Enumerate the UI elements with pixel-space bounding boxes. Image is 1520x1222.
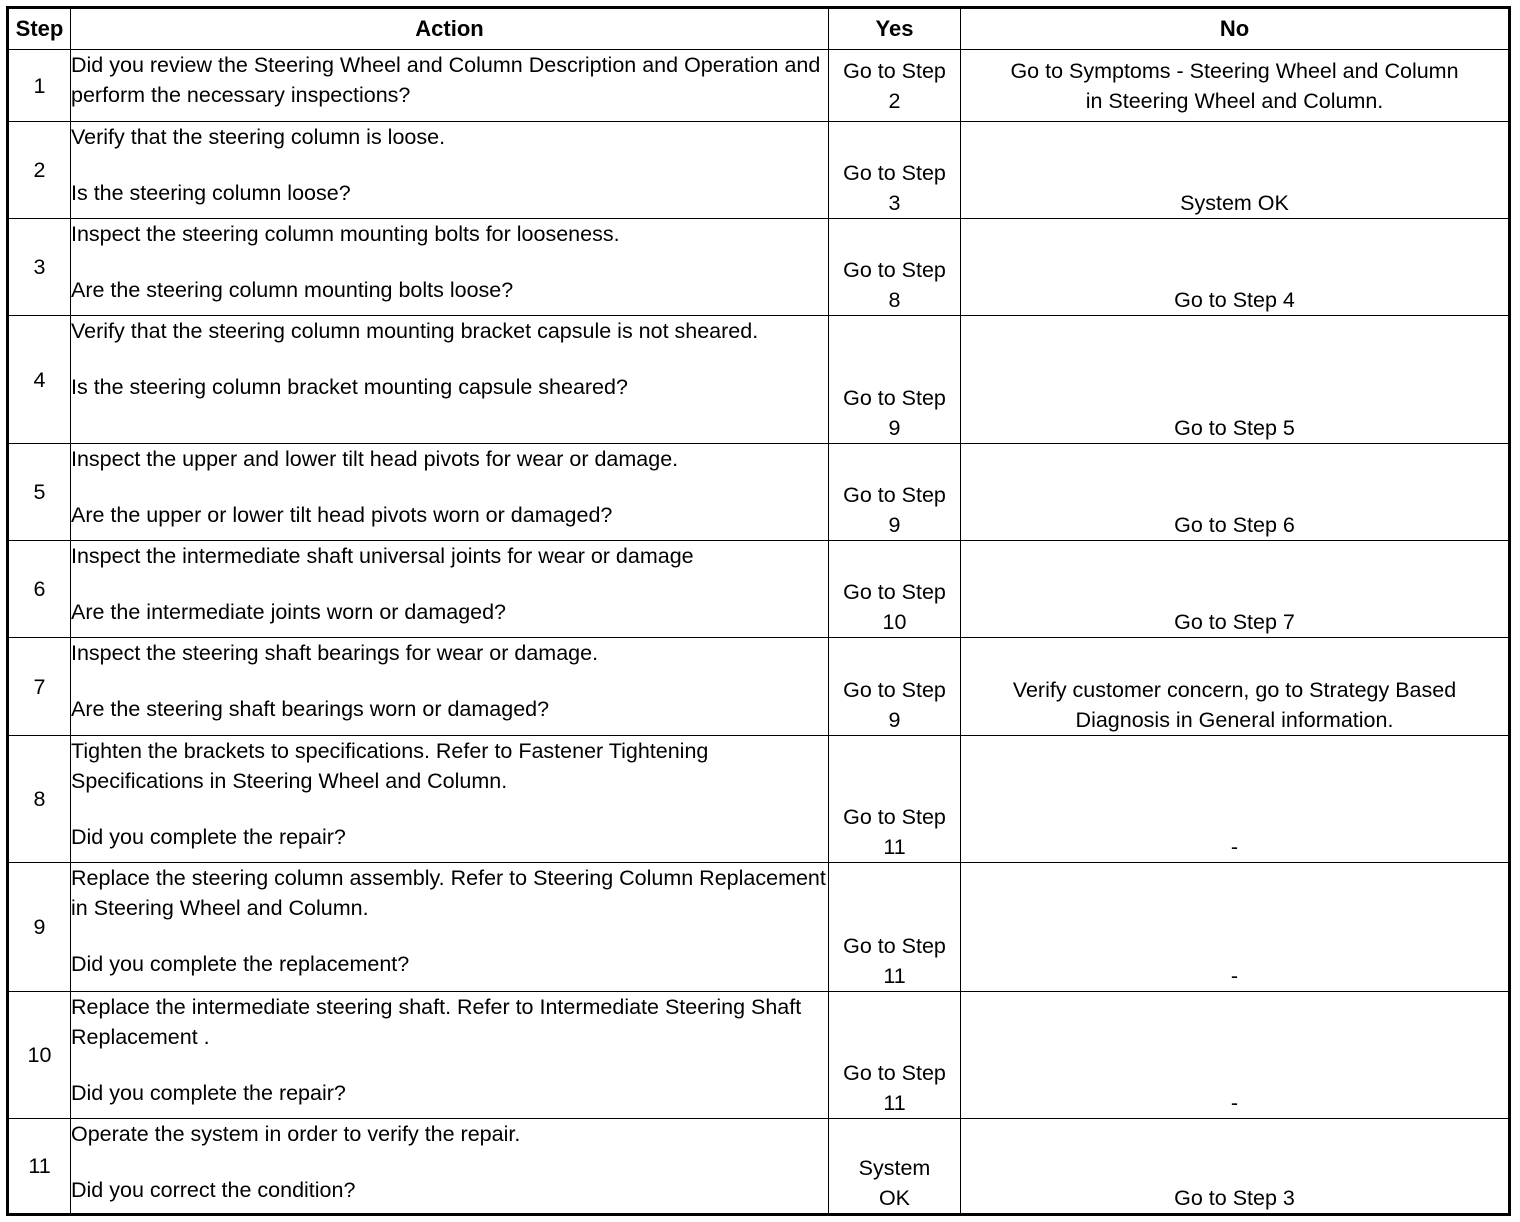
- yes-text: 9: [888, 708, 901, 733]
- table-body: [8, 50, 1510, 1215]
- table-row: [8, 1118, 1510, 1214]
- table-row: [8, 736, 1510, 863]
- yes-cell: [829, 122, 961, 219]
- yes-text: Go to Step: [843, 1060, 946, 1085]
- no-text: Go to Step 3: [1174, 1186, 1295, 1210]
- no-text: in Steering Wheel and Column.: [1085, 88, 1384, 113]
- yes-text: Go to Step: [843, 58, 946, 83]
- no-cell: [961, 991, 1510, 1118]
- step-number: 3: [8, 219, 71, 316]
- action-cell: [71, 991, 829, 1118]
- action-instruction: Replace the intermediate steering shaft. Refer to Intermediate Steering Shaft Replacement .: [71, 994, 802, 1049]
- no-text: Go to Step 4: [1174, 288, 1295, 313]
- yes-cell: [829, 443, 961, 540]
- yes-text: 10: [882, 609, 907, 634]
- action-cell: [71, 1118, 829, 1214]
- table-row: [8, 316, 1510, 443]
- yes-text: Go to Step: [843, 385, 946, 410]
- no-text: Go to Step 5: [1174, 415, 1295, 440]
- diagnostic-table: [6, 6, 1511, 1216]
- action-instruction: Inspect the steering shaft bearings for wear or damage.: [71, 640, 599, 665]
- yes-text: System: [858, 1156, 931, 1180]
- table-row: [8, 991, 1510, 1118]
- action-cell: [71, 863, 829, 991]
- action-question: Are the steering column mounting bolts loose?: [71, 278, 514, 303]
- step-number: 10: [8, 991, 71, 1118]
- yes-text: Go to Step: [843, 579, 946, 604]
- yes-cell: [829, 316, 961, 443]
- header-action: Action: [71, 8, 829, 50]
- yes-cell: [829, 991, 961, 1118]
- yes-cell: [829, 637, 961, 735]
- action-instruction: Replace the steering column assembly. Refer to Steering Column Replacement in Steering Wheel and Column.: [71, 866, 826, 921]
- action-instruction: Inspect the steering column mounting bolts for looseness.: [71, 222, 620, 247]
- step-number: 6: [8, 540, 71, 637]
- paragraph-gap: [71, 249, 828, 275]
- yes-text: 9: [888, 415, 901, 440]
- yes-text: 8: [888, 288, 901, 313]
- no-cell: [961, 219, 1510, 316]
- step-number: 9: [8, 863, 71, 991]
- action-instruction: Inspect the intermediate shaft universal joints for wear or damage: [71, 543, 694, 568]
- step-number: 7: [8, 637, 71, 735]
- yes-text: Go to Step: [843, 482, 946, 507]
- yes-cell: [829, 1118, 961, 1214]
- no-cell: [961, 637, 1510, 735]
- yes-text: 11: [883, 835, 906, 860]
- paragraph-gap: [71, 796, 828, 822]
- yes-cell: [829, 736, 961, 863]
- action-question: Are the upper or lower tilt head pivots worn or damaged?: [71, 502, 613, 527]
- yes-text: Go to Step: [843, 161, 946, 186]
- yes-text: Go to Step: [843, 933, 946, 958]
- action-question: Are the intermediate joints worn or damaged?: [71, 599, 507, 624]
- no-text: Verify customer concern, go to Strategy Based: [1012, 678, 1457, 703]
- action-question: Did you complete the replacement?: [71, 952, 410, 977]
- table-row: [8, 637, 1510, 735]
- yes-text: Go to Step: [843, 258, 946, 283]
- paragraph-gap: [71, 668, 828, 694]
- action-cell: [71, 122, 829, 219]
- step-number: 8: [8, 736, 71, 863]
- paragraph-gap: [71, 152, 828, 178]
- no-text: Go to Step 6: [1174, 512, 1295, 537]
- no-cell: [961, 443, 1510, 540]
- table-row: [8, 540, 1510, 637]
- paragraph-gap: [71, 474, 828, 500]
- paragraph-gap: [71, 1052, 828, 1078]
- step-number: 2: [8, 122, 71, 219]
- action-cell: [71, 736, 829, 863]
- action-instruction: Verify that the steering column is loose.: [71, 125, 446, 150]
- action-cell: [71, 540, 829, 637]
- yes-text: Go to Step: [843, 678, 946, 703]
- no-cell: [961, 122, 1510, 219]
- no-text: -: [1230, 835, 1239, 860]
- no-text: Go to Symptoms - Steering Wheel and Column: [1010, 58, 1459, 83]
- paragraph-gap: [71, 571, 828, 597]
- yes-cell: [829, 219, 961, 316]
- table-row: [8, 122, 1510, 219]
- paragraph-gap: [71, 1149, 828, 1175]
- table-row: [8, 443, 1510, 540]
- action-cell: [71, 637, 829, 735]
- paragraph-gap: [71, 346, 828, 372]
- no-cell: [961, 540, 1510, 637]
- action-question: Did you complete the repair?: [71, 1080, 346, 1105]
- no-cell: [961, 736, 1510, 863]
- table-row: [8, 219, 1510, 316]
- action-question: Did you correct the condition?: [71, 1177, 356, 1202]
- yes-text: 3: [888, 191, 901, 216]
- table-row: [8, 863, 1510, 991]
- step-number: 1: [8, 50, 71, 122]
- yes-cell: [829, 540, 961, 637]
- action-instruction: Did you review the Steering Wheel and Column Description and Operation and perform the necessary inspections?: [71, 53, 821, 107]
- yes-text: Go to Step: [843, 805, 946, 830]
- action-question: Did you complete the repair?: [71, 825, 346, 850]
- action-question: Is the steering column bracket mounting capsule sheared?: [71, 375, 628, 400]
- paragraph-gap: [71, 923, 828, 949]
- action-question: Are the steering shaft bearings worn or damaged?: [71, 696, 550, 721]
- action-cell: [71, 443, 829, 540]
- no-cell: [961, 863, 1510, 991]
- no-text: -: [1230, 963, 1239, 988]
- action-cell: [71, 50, 829, 122]
- table-header-row: [8, 8, 1510, 50]
- no-text: Diagnosis in General information.: [1075, 708, 1394, 733]
- yes-text: 9: [888, 512, 901, 537]
- yes-text: 11: [883, 1090, 906, 1115]
- yes-cell: [829, 863, 961, 991]
- yes-text: 11: [883, 963, 906, 988]
- no-cell: [961, 1118, 1510, 1214]
- action-instruction: Inspect the upper and lower tilt head pivots for wear or damage.: [71, 446, 679, 471]
- action-instruction: Operate the system in order to verify the repair.: [71, 1121, 521, 1146]
- step-number: 5: [8, 443, 71, 540]
- no-text: System OK: [1180, 191, 1289, 216]
- no-cell: [961, 316, 1510, 443]
- step-number: 11: [8, 1118, 71, 1214]
- yes-cell: [829, 50, 961, 122]
- header-no: No: [961, 8, 1510, 50]
- no-text: Go to Step 7: [1174, 609, 1295, 634]
- table-row: [8, 50, 1510, 122]
- step-number: 4: [8, 316, 71, 443]
- action-cell: [71, 219, 829, 316]
- action-question: Is the steering column loose?: [71, 181, 351, 206]
- action-cell: [71, 316, 829, 443]
- action-instruction: Verify that the steering column mounting bracket capsule is not sheared.: [71, 319, 759, 344]
- yes-text: 2: [888, 88, 901, 113]
- yes-text: OK: [878, 1186, 911, 1210]
- no-text: -: [1230, 1090, 1239, 1115]
- header-step: Step: [8, 8, 71, 50]
- header-yes: Yes: [829, 8, 961, 50]
- no-cell: [961, 50, 1510, 122]
- action-instruction: Tighten the brackets to specifications. Refer to Fastener Tightening Specifications in Steering Wheel and Column.: [71, 739, 709, 794]
